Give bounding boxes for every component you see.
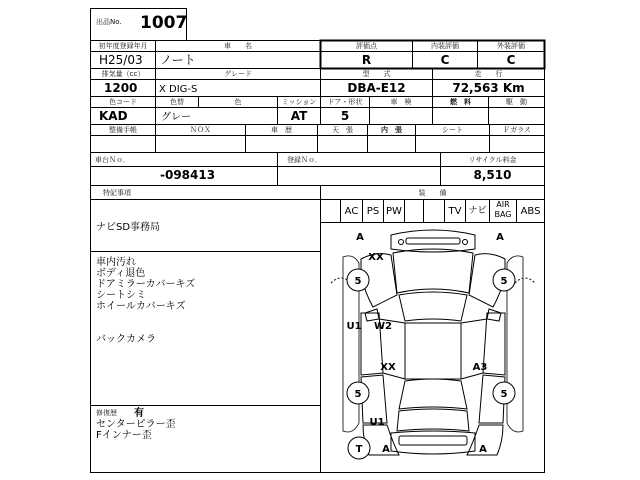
car-name-value: ノート <box>160 53 196 67</box>
mission-value: AT <box>290 109 308 123</box>
note-line: 車内汚れ <box>96 257 136 268</box>
equip-navi: ナビ <box>468 206 487 216</box>
first-reg-value: H25/03 <box>99 53 143 67</box>
car-damage-diagram <box>321 223 544 472</box>
score-value: R <box>361 53 372 67</box>
model-value: DBA-E12 <box>347 81 406 95</box>
model-label: 型 式 <box>362 70 391 78</box>
mark: U1 <box>346 321 362 332</box>
equip-ac: AC <box>344 206 359 217</box>
note-line: ホイールカバーキズ <box>96 301 186 312</box>
mark: W2 <box>374 321 392 332</box>
exterior-value: C <box>506 53 516 67</box>
repair-line: Fインナー歪 <box>96 430 152 441</box>
mark: A3 <box>472 362 488 373</box>
displacement-label: 排気量（cc） <box>101 70 145 78</box>
first-reg-label: 初年度登録年月 <box>98 42 148 50</box>
repair-label: 修復歴 <box>96 409 117 417</box>
note-navi: ナビSD事務局 <box>96 222 161 233</box>
inspection-label: 車 検 <box>390 98 412 106</box>
reg-label: 登録Ｎｏ． <box>287 156 322 164</box>
drive-label: 駆 動 <box>506 98 527 106</box>
nox-label: ＮＯＸ <box>190 126 211 134</box>
interior-label: 内装評価 <box>431 42 459 50</box>
note-camera: バックカメラ <box>96 334 156 345</box>
interior-value: C <box>440 53 450 67</box>
interior2-label: 内 張 <box>381 126 402 134</box>
manual-label: 整備手帳 <box>109 126 137 134</box>
mark: XX <box>368 252 384 263</box>
repair-line: センターピラー歪 <box>96 419 176 430</box>
lot-number: 1007 <box>140 13 188 33</box>
note-line: シートシミ <box>96 290 146 301</box>
doors-label: ドア・形状 <box>327 98 363 106</box>
note-line: ドアミラーカバーキズ <box>96 279 196 290</box>
mark: 5 <box>354 389 362 400</box>
repair-value: 有 <box>134 408 144 419</box>
equip-pw: PW <box>386 206 402 217</box>
chassis-label: 車台Ｎｏ． <box>95 156 130 164</box>
score-label: 評価点 <box>356 42 377 50</box>
grade-value: X DIG-S <box>159 84 198 95</box>
color-type-label: 色替 <box>170 98 184 106</box>
exterior-label: 外装評価 <box>497 42 525 50</box>
displacement-value: 1200 <box>104 81 138 95</box>
roof-label: 天 張 <box>332 126 353 134</box>
mark: U1 <box>369 417 385 428</box>
equip-airbag: AIR BAG <box>494 200 512 219</box>
equip-ps: PS <box>366 206 380 217</box>
seat-label: シート <box>442 126 463 134</box>
notes-label: 特記事項 <box>103 189 131 197</box>
mark: XX <box>380 362 396 373</box>
color-value: グレー <box>161 112 191 123</box>
mark: A <box>382 444 390 455</box>
color-label: 色 <box>234 98 242 106</box>
mark: 5 <box>354 276 362 287</box>
mileage-value: 72,563 Km <box>452 81 525 95</box>
lot-label: 出品No. <box>96 18 122 26</box>
glass-label: Ｆガラス <box>503 126 531 134</box>
mark: T <box>355 444 363 455</box>
fuel-label: 燃 料 <box>450 98 471 106</box>
recycle-value: 8,510 <box>473 168 512 182</box>
mark: A <box>356 232 364 243</box>
mark: 5 <box>500 276 508 287</box>
equip-tv: TV <box>448 206 462 217</box>
equip-abs: ABS <box>520 206 541 217</box>
history-label: 車 歴 <box>271 126 292 134</box>
mission-label: ミッション <box>281 98 317 106</box>
mark: 5 <box>500 389 508 400</box>
mark: A <box>496 232 504 243</box>
car-name-label: 車 名 <box>224 42 252 50</box>
color-code-value: KAD <box>99 109 128 123</box>
doors-value: 5 <box>340 109 350 123</box>
grade-label: グレード <box>224 70 252 78</box>
mark: A <box>479 444 487 455</box>
car-outline <box>331 230 535 455</box>
color-code-label: 色コード <box>109 98 137 106</box>
equipment-label: 装 備 <box>418 189 447 197</box>
recycle-label: リサイクル料金 <box>468 156 517 164</box>
mileage-label: 走 行 <box>474 70 503 78</box>
chassis-value: -098413 <box>160 168 216 182</box>
note-line: ボディ退色 <box>96 268 146 279</box>
